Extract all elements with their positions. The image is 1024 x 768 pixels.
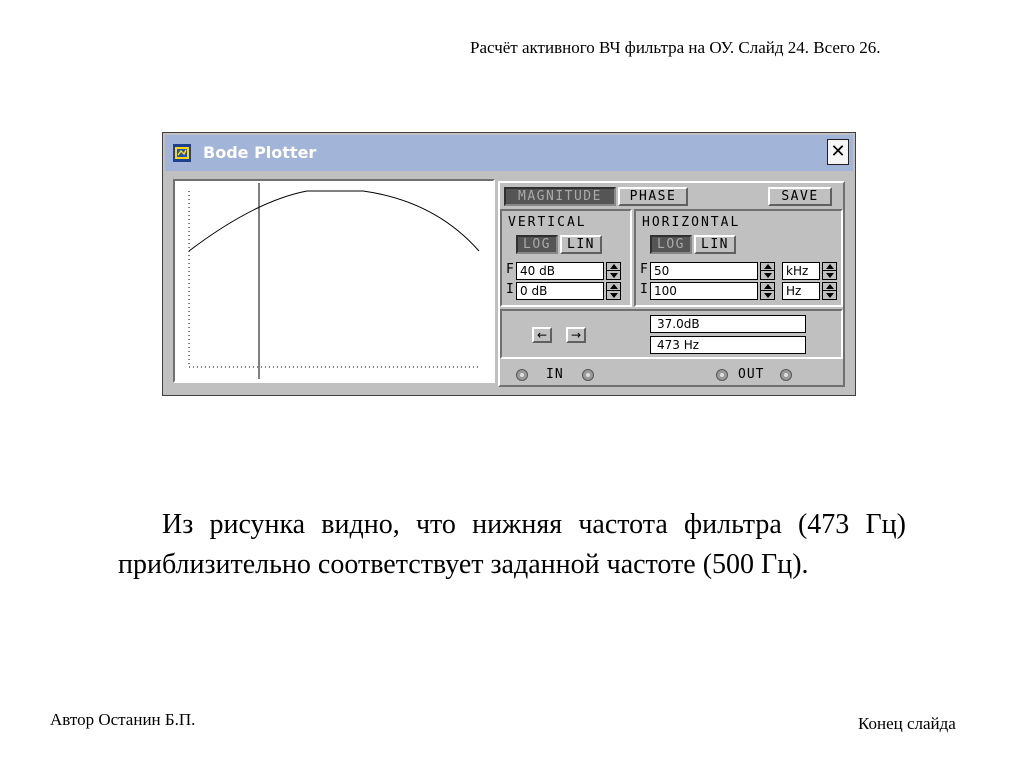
frequency-readout: 473 Hz	[650, 336, 806, 354]
vertical-initial-letter: I	[506, 282, 514, 297]
controls-panel	[498, 181, 845, 387]
horizontal-section	[634, 209, 843, 307]
horizontal-final-letter: F	[640, 262, 648, 277]
titlebar[interactable]	[165, 135, 853, 171]
horizontal-final-field[interactable]: 50	[650, 262, 758, 280]
vertical-final-field[interactable]: 40 dB	[516, 262, 604, 280]
horizontal-initial-unit[interactable]: Hz	[782, 282, 820, 300]
bode-plotter-window	[162, 132, 856, 396]
vertical-initial-spinner[interactable]	[606, 282, 621, 300]
out-terminal-icon[interactable]	[716, 369, 728, 381]
in-terminal-icon[interactable]	[516, 369, 528, 381]
horizontal-initial-unit-spinner[interactable]	[822, 282, 837, 300]
horizontal-initial-letter: I	[640, 282, 648, 297]
slide-body-text: Из рисунка видно, что нижняя частота фильтра (473 Гц) приблизительно соответствует заданной частоте (500 Гц).	[118, 509, 906, 580]
right-arrow-icon[interactable]: →	[566, 327, 586, 343]
end-slide-link[interactable]: Конец слайда	[858, 714, 956, 733]
window-title: Bode Plotter	[203, 143, 317, 162]
horizontal-final-unit[interactable]: kHz	[782, 262, 820, 280]
out-terminal-ground-icon[interactable]	[780, 369, 792, 381]
bode-plot-canvas	[175, 181, 493, 381]
horizontal-label: HORIZONTAL	[642, 215, 741, 230]
magnitude-readout: 37.0dB	[650, 315, 806, 333]
vertical-final-letter: F	[506, 262, 514, 277]
horizontal-initial-field[interactable]: 100	[650, 282, 758, 300]
close-icon[interactable]: ✕	[827, 139, 849, 165]
cursor-readout-section	[500, 309, 843, 359]
horizontal-final-unit-spinner[interactable]	[822, 262, 837, 280]
vertical-final-spinner[interactable]	[606, 262, 621, 280]
left-arrow-icon[interactable]: ←	[532, 327, 552, 343]
horizontal-final-spinner[interactable]	[760, 262, 775, 280]
horizontal-lin-button[interactable]: LIN	[694, 235, 736, 254]
slide-header: Расчёт активного ВЧ фильтра на ОУ. Слайд 24. Всего 26.	[470, 38, 881, 57]
out-label: OUT	[738, 367, 765, 382]
bode-plot-area[interactable]	[173, 179, 495, 383]
magnitude-button[interactable]: MAGNITUDE	[504, 187, 616, 206]
horizontal-initial-spinner[interactable]	[760, 282, 775, 300]
slide-author: Автор Останин Б.П.	[50, 710, 196, 729]
phase-button[interactable]: PHASE	[618, 187, 688, 206]
vertical-initial-field[interactable]: 0 dB	[516, 282, 604, 300]
vertical-log-button[interactable]: LOG	[516, 235, 558, 254]
save-button[interactable]: SAVE	[768, 187, 832, 206]
vertical-label: VERTICAL	[508, 215, 587, 230]
in-terminal-ground-icon[interactable]	[582, 369, 594, 381]
vertical-lin-button[interactable]: LIN	[560, 235, 602, 254]
horizontal-log-button[interactable]: LOG	[650, 235, 692, 254]
bode-app-icon	[173, 144, 191, 162]
in-label: IN	[546, 367, 564, 382]
vertical-section	[500, 209, 632, 307]
magnitude-curve	[189, 191, 479, 251]
